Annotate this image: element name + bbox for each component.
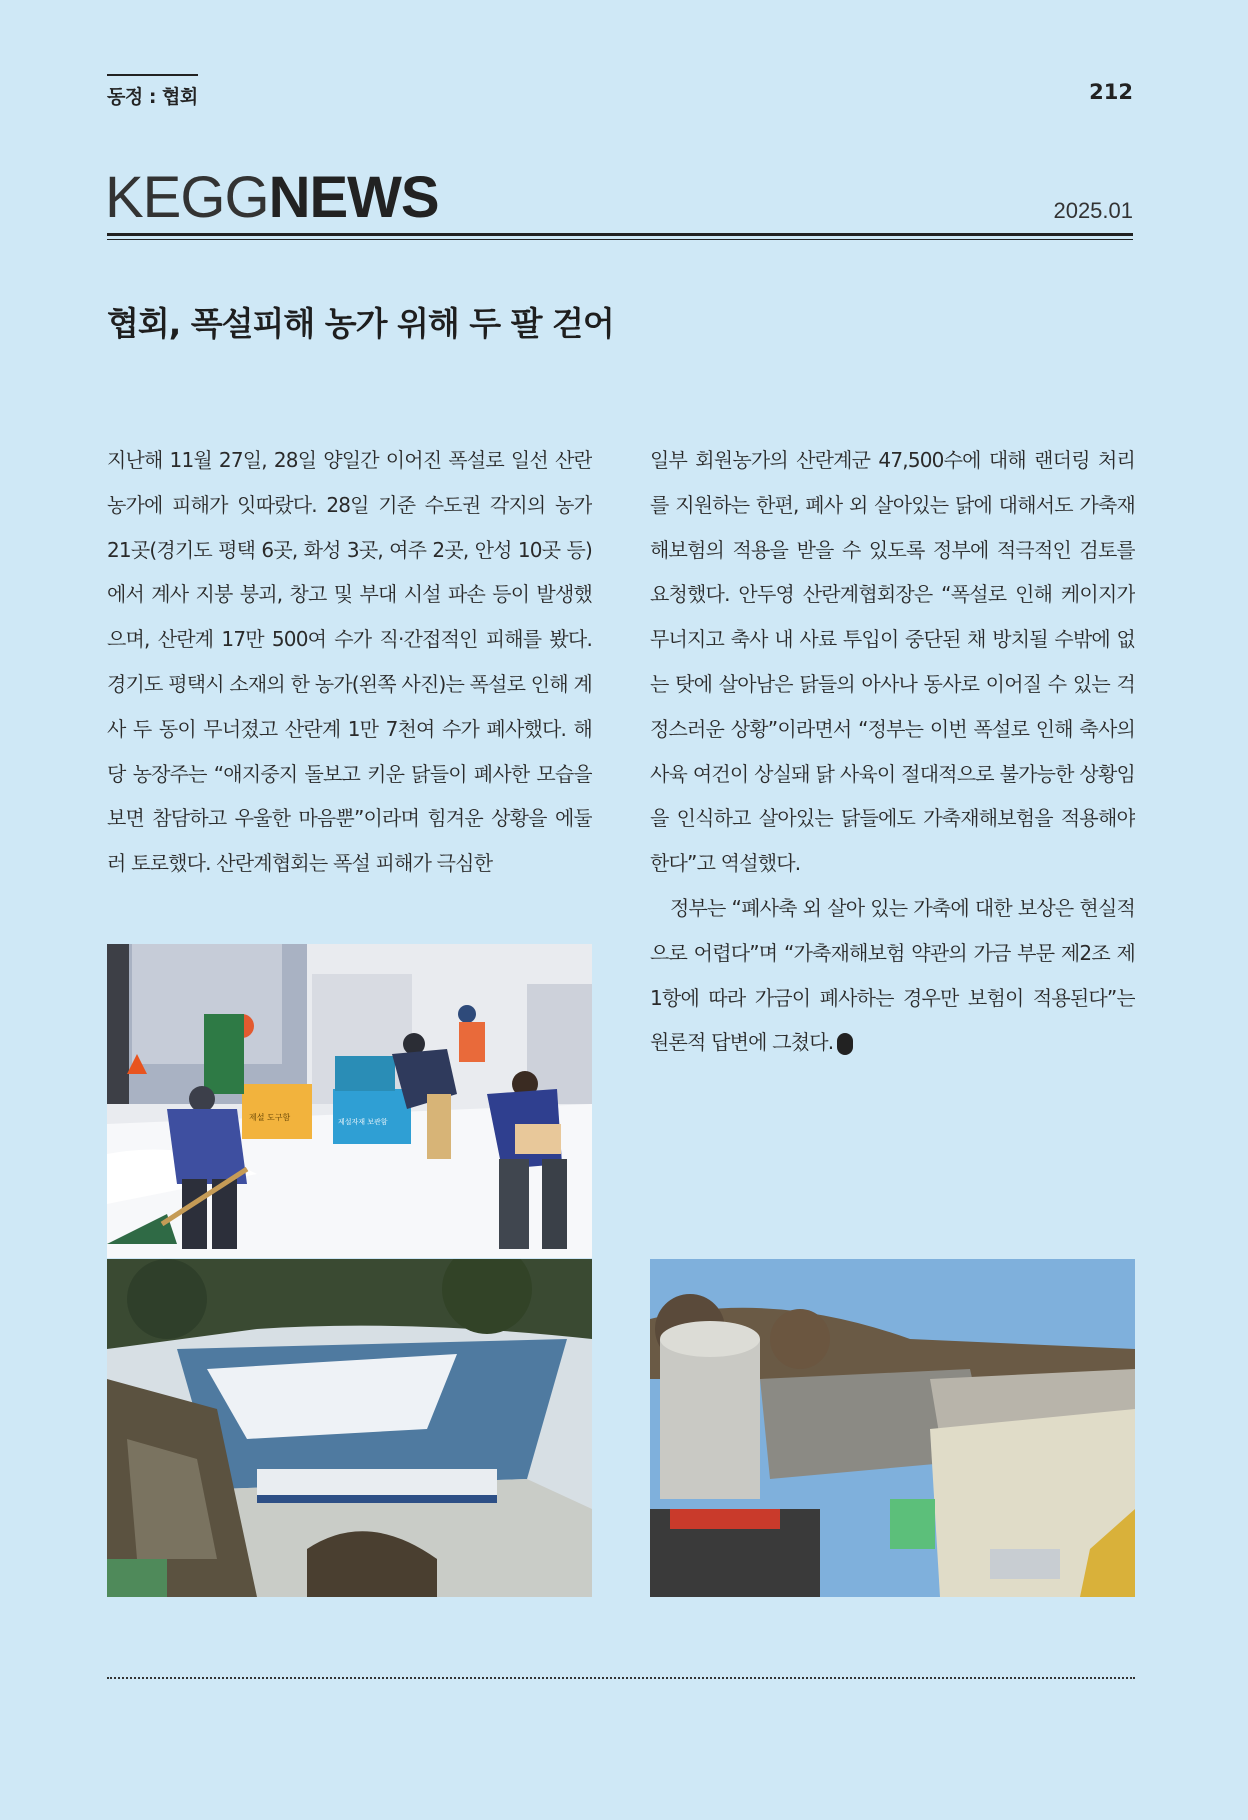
issue-date: 2025.01	[1053, 198, 1133, 223]
article-right-column	[650, 438, 1135, 1088]
bin-yellow-label: 제설 도구함	[249, 1113, 291, 1122]
masthead-light: KEGG	[105, 165, 269, 230]
masthead-bold: NEWS	[268, 165, 439, 230]
section-label: 동정 : 협회	[107, 74, 198, 109]
masthead-rule-thin	[107, 239, 1133, 240]
collapsed-barn-photo-right	[650, 1259, 1135, 1597]
bin-blue-label: 제설자재 보관함	[338, 1118, 388, 1126]
masthead-rule	[107, 233, 1133, 236]
page-number: 212	[1089, 80, 1133, 104]
masthead	[105, 165, 439, 230]
article-left-column	[107, 438, 592, 888]
article-paragraph-text: 정부는 “폐사축 외 살아 있는 가축에 대한 보상은 현실적으로 어렵다”며 “가축재해보험 약관의 가금 부문 제2조 제1항에 따라 가금이 폐사하는 경우만 보험이 적용된다”는 원론적 답변에 그쳤다.	[650, 895, 1135, 1055]
article-paragraph: 지난해 11월 27일, 28일 양일간 이어진 폭설로 일선 산란농가에 피해가 잇따랐다. 28일 기준 수도권 각지의 농가 21곳(경기도 평택 6곳, 화성 3곳, 여주 2곳, 안성 10곳 등)에서 계사 지붕 붕괴, 창고 및 부대 시설 파손 등이 발생했으며, 산란계 17만 500여 수가 직·간접적인 피해를 봤다. 경기도 평택시 소재의 한 농가(왼쪽 사진)는 폭설로 인해 계사 두 동이 무너졌고 산란계 1만 7천여 수가 폐사했다. 해당 농장주는 “애지중지 돌보고 키운 닭들이 폐사한 모습을 보면 참담하고 우울한 마음뿐”이라며 힘겨운 상황을 에둘러 토로했다. 산란계협회는 폭설 피해가 극심한	[107, 448, 592, 876]
article-headline: 협회, 폭설피해 농가 위해 두 팔 걷어	[107, 304, 614, 343]
article-paragraph-last	[650, 886, 1135, 1065]
article-paragraph: 일부 회원농가의 산란계군 47,500수에 대해 랜더링 처리를 지원하는 한편, 폐사 외 살아있는 닭에 대해서도 가축재해보험의 적용을 받을 수 있도록 정부에 적극적인 검토를 요청했다. 안두영 산란계협회장은 “폭설로 인해 케이지가 무너지고 축사 내 사료 투입이 중단된 채 방치될 수밖에 없는 탓에 살아남은 닭들의 아사나 동사로 이어질 수 있는 걱정스러운 상황”이라면서 “정부는 이번 폭설로 인해 축사의 사육 여건이 상실돼 닭 사육이 절대적으로 불가능한 상황임을 인식하고 살아있는 닭들에도 가축재해보험을 적용해야 한다”고 역설했다.	[650, 448, 1135, 876]
snow-clearing-illustration	[107, 944, 592, 1258]
footer-dotted-rule	[107, 1677, 1135, 1679]
collapsed-barn-photo-left	[107, 1259, 592, 1597]
end-mark-icon	[837, 1033, 853, 1055]
